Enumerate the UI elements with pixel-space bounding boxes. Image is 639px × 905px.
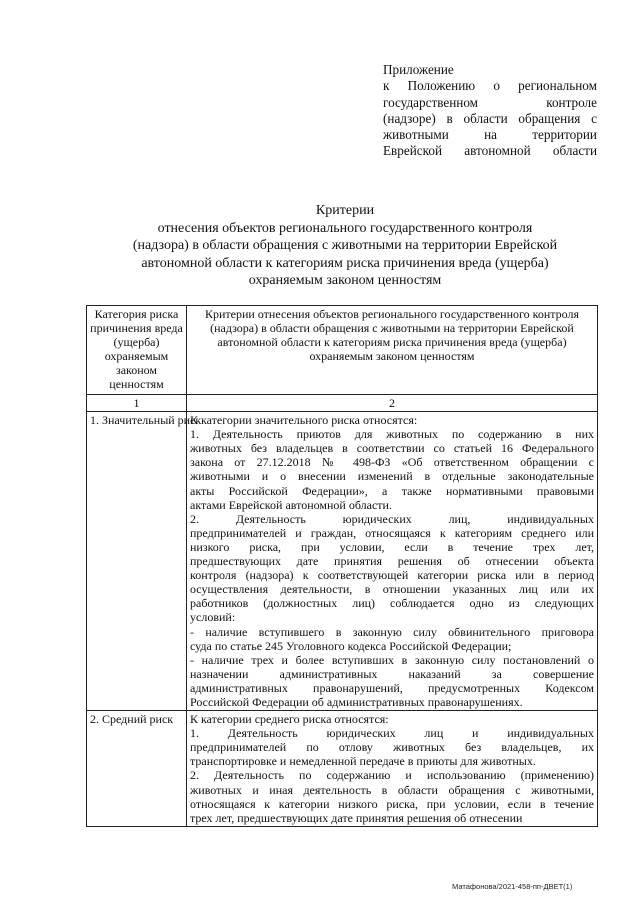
criteria-line: животных без владельцев в соответствии со статьей 16 Федерального xyxy=(190,441,594,456)
criteria-line: работников (должностных лиц) соблюдается одно из следующих xyxy=(190,596,594,611)
appendix-line: (надзоре) в области обращения с xyxy=(383,110,597,126)
criteria-line: - наличие трех и более вступивших в законную силу постановлений о xyxy=(190,652,594,667)
table-number-row xyxy=(87,395,598,412)
title-heading: Критерии xyxy=(315,203,375,218)
criteria-line: К категории значительного риска относятся: xyxy=(190,413,418,428)
criteria-line: административных правонарушений, предусмотренных Кодексом xyxy=(190,680,594,695)
title-line: автономной области к категориям риска причинения вреда (ущерба) xyxy=(141,255,549,271)
criteria-line: транспортировке и немедленной передаче в приюты для животных. xyxy=(190,754,536,769)
header-criteria: Критерии отнесения объектов регионального государственного контроля (надзора) в области обращения с животными на территории Еврейской автономной области к категориям риска причинения вреда (ущерба) охраняемым законом ценностям xyxy=(187,306,598,395)
criteria-line: относящаяся к категории низкого риска, при условии, если в течение xyxy=(190,796,594,811)
criteria-text xyxy=(187,412,598,711)
header-category: Категория риска причинения вреда (ущерба) охраняемым законом ценностям xyxy=(87,306,187,395)
criteria-line: 2. Деятельность юридических лиц, индивидуальных xyxy=(190,511,594,526)
criteria-line: К категории среднего риска относятся: xyxy=(190,712,389,727)
table-row xyxy=(87,711,598,827)
criteria-line: осуществления деятельности, в отношении указанных лиц или их xyxy=(190,582,594,597)
criteria-line: 1. Деятельность приютов для животных по содержанию в них xyxy=(190,427,594,442)
criteria-line: актами Еврейской автономной области. xyxy=(190,497,392,512)
criteria-line: акты Российской Федерации», а также нормативными правовыми xyxy=(190,483,594,498)
criteria-line: животными и о внесении изменений в отдельные законодательные xyxy=(190,469,594,484)
criteria-table xyxy=(86,305,598,827)
title-line: охраняемым законом ценностям xyxy=(248,273,442,289)
criteria-line: низкого риска, при условии, если в течение трех лет, xyxy=(190,539,594,554)
title-line: отнесения объектов регионального государственного контроля xyxy=(157,220,533,236)
column-number: 2 xyxy=(187,395,598,412)
criteria-line: суда по статье 245 Уголовного кодекса Российской Федерации; xyxy=(190,638,512,653)
appendix-line: Еврейской автономной области xyxy=(383,143,597,159)
criteria-line: условий: xyxy=(190,610,236,625)
title-line: (надзора) в области обращения с животными на территории Еврейской xyxy=(132,238,558,254)
risk-category: 1. Значительный риск xyxy=(87,412,187,711)
document-footer-code: Матафонова/2021-458-пп-ДВЕТ(1) xyxy=(452,882,573,891)
criteria-line: Российской Федерации об административных правонарушениях. xyxy=(190,694,523,709)
criteria-line: - наличие вступившего в законную силу обвинительного приговора xyxy=(190,624,594,639)
appendix-line: государственном контроле xyxy=(383,94,597,110)
appendix-line: Приложение xyxy=(383,62,454,77)
criteria-line: животных и иная деятельность в области обращения с животными, xyxy=(190,782,594,797)
appendix-line: к Положению о региональном xyxy=(383,78,597,94)
criteria-line: 2. Деятельность по содержанию и использованию (применению) xyxy=(190,768,594,783)
table-header-row xyxy=(87,306,598,395)
criteria-line: 1. Деятельность юридических лиц и индивидуальных xyxy=(190,726,594,741)
criteria-line: контроля (надзора) к соответствующей категории риска или в период xyxy=(190,568,594,583)
criteria-line: предпринимателей по отлову животных без владельцев, их xyxy=(190,740,594,755)
appendix-line: животными на территории xyxy=(383,127,597,143)
risk-category: 2. Средний риск xyxy=(87,711,187,827)
column-number: 1 xyxy=(87,395,187,412)
table-row xyxy=(87,412,598,711)
criteria-line: предшествующих дате принятия решения об отнесении объекта xyxy=(190,554,594,569)
criteria-line: закона от 27.12.2018 № 498-ФЗ «Об ответственном обращении с xyxy=(190,455,594,470)
criteria-line: трех лет, предшествующих дате принятия решения об отнесении xyxy=(190,810,523,825)
criteria-text xyxy=(187,711,598,827)
appendix-note xyxy=(383,62,597,160)
document-title xyxy=(100,202,590,290)
criteria-line: назначении административных наказаний за совершение xyxy=(190,666,594,681)
criteria-line: предпринимателей и граждан, относящаяся к категориям среднего или xyxy=(190,525,594,540)
